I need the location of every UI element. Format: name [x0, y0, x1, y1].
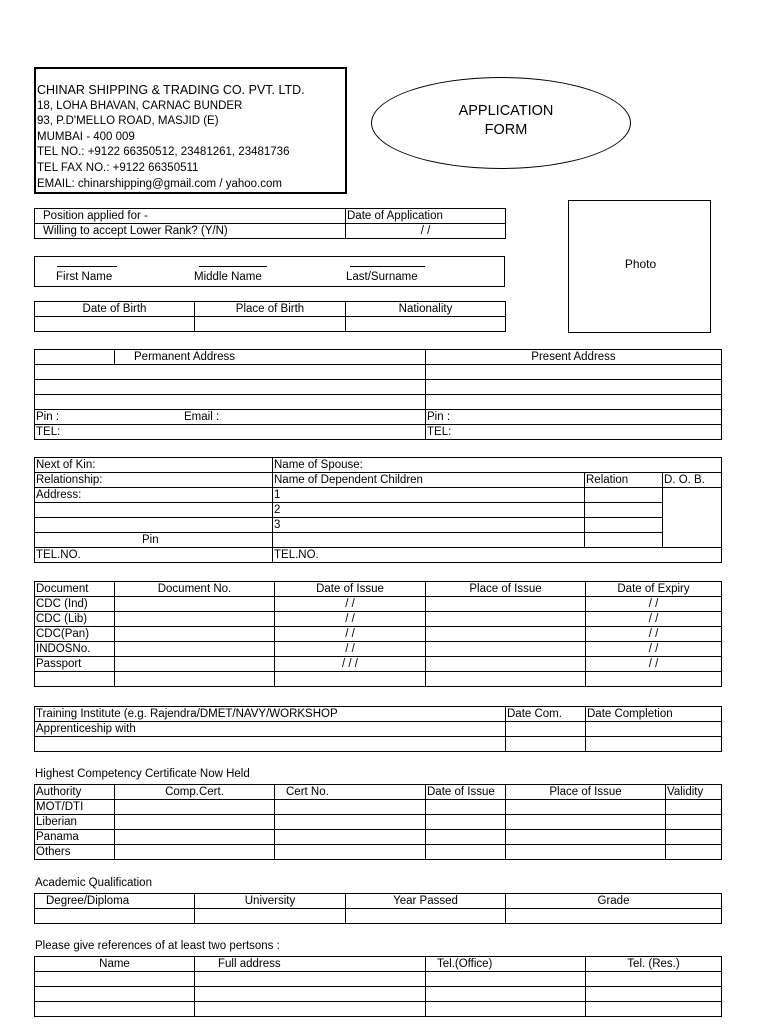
place-of-issue-header: Place of Issue [426, 582, 586, 597]
university-field[interactable] [195, 909, 346, 924]
date-of-expiry-field[interactable]: / / [586, 657, 722, 672]
university-header: University [195, 894, 346, 909]
photo-box[interactable] [568, 200, 711, 333]
authority-row-label: Liberian [35, 815, 115, 830]
birth-table [34, 301, 506, 332]
date-of-expiry-field[interactable] [586, 672, 722, 687]
date-of-issue-field[interactable] [426, 800, 506, 815]
place-of-issue-field[interactable] [426, 672, 586, 687]
permanent-address-label [115, 350, 426, 365]
permanent-address-line[interactable] [35, 365, 426, 380]
child-2-relation[interactable] [585, 503, 663, 518]
first-name-label: First Name [56, 271, 113, 283]
place-of-issue-field[interactable] [506, 800, 666, 815]
company-email: EMAIL: chinarshipping@gmail.com / yahoo.com [37, 177, 282, 190]
company-address-1: 18, LOHA BHAVAN, CARNAC BUNDER [37, 99, 243, 112]
apprenticeship-field[interactable]: Apprenticeship with [35, 722, 506, 737]
grade-header: Grade [506, 894, 722, 909]
child-2-field[interactable]: 2 [273, 503, 585, 518]
kin-pin-field[interactable] [35, 533, 273, 548]
validity-field[interactable] [666, 815, 722, 830]
comp-cert-field[interactable] [115, 800, 275, 815]
permanent-address-text: Permanent Address [134, 351, 236, 363]
child-1-relation[interactable] [585, 488, 663, 503]
document-row-label: INDOSNo. [35, 642, 115, 657]
spouse-field[interactable]: Name of Spouse: [273, 458, 722, 473]
date-of-birth-label: Date of Birth [35, 302, 195, 317]
kin-address-field[interactable]: Address: [35, 488, 273, 503]
position-table [34, 208, 506, 239]
cert-no-field[interactable] [275, 830, 426, 845]
cert-no-field[interactable] [275, 845, 426, 860]
form-title [371, 102, 641, 140]
ref-name-field[interactable] [35, 1002, 195, 1017]
kin-pin-label: Pin [142, 534, 159, 546]
authority-row-label: Panama [35, 830, 115, 845]
lower-rank-field[interactable] [35, 224, 346, 239]
competency-table [34, 784, 722, 860]
date-of-expiry-field[interactable]: / / [586, 612, 722, 627]
validity-field[interactable] [666, 845, 722, 860]
cert-no-field[interactable] [275, 815, 426, 830]
last-name-label: Last/Surname [346, 271, 418, 283]
validity-field[interactable] [666, 830, 722, 845]
address-blank [35, 350, 115, 365]
ref-tel-res-field[interactable] [586, 1002, 722, 1017]
place-of-issue-field[interactable] [426, 657, 586, 672]
document-no-field[interactable] [115, 612, 275, 627]
ref-tel-office-text: Tel.(Office) [437, 958, 493, 970]
degree-header [35, 894, 195, 909]
middle-name-label: Middle Name [194, 271, 262, 283]
cert-no-field[interactable] [275, 800, 426, 815]
training-field[interactable] [35, 737, 506, 752]
comp-cert-field[interactable] [115, 815, 275, 830]
middle-name-line [199, 266, 267, 267]
position-applied-label: Position applied for - [43, 210, 148, 222]
first-name-line [57, 266, 117, 267]
kin-telno-field[interactable]: TEL.NO. [35, 548, 273, 563]
lower-rank-label: Willing to accept Lower Rank? (Y/N) [43, 225, 228, 237]
child-1-dob[interactable] [663, 488, 722, 503]
comp-cert-field[interactable] [115, 830, 275, 845]
document-row-label: CDC (Lib) [35, 612, 115, 627]
document-no-field[interactable] [115, 597, 275, 612]
academic-table [34, 893, 722, 924]
date-of-issue-field[interactable]: / / [275, 642, 426, 657]
ref-tel-office-field[interactable] [426, 972, 586, 987]
document-no-field[interactable] [115, 657, 275, 672]
date-of-application-label: Date of Application [346, 209, 506, 224]
comp-cert-field[interactable] [115, 845, 275, 860]
document-no-field[interactable] [115, 642, 275, 657]
children-header: Name of Dependent Children [273, 473, 585, 488]
place-of-birth-field[interactable] [195, 317, 346, 332]
academic-heading: Academic Qualification [35, 877, 152, 889]
child-3-relation[interactable] [585, 518, 663, 533]
company-fax: TEL FAX NO.: +9122 66350511 [37, 161, 199, 174]
permanent-address-line[interactable] [35, 395, 426, 410]
cert-no-header [275, 785, 426, 800]
ref-tel-office-field[interactable] [426, 987, 586, 1002]
present-address-line[interactable] [426, 365, 722, 380]
dob-header: D. O. B. [663, 473, 722, 488]
present-address-line[interactable] [426, 395, 722, 410]
address-table [34, 349, 722, 440]
references-table [34, 956, 722, 1017]
date-of-issue-field[interactable]: / / [275, 597, 426, 612]
comp-cert-header: Comp.Cert. [115, 785, 275, 800]
ref-tel-res-field[interactable] [586, 972, 722, 987]
permanent-address-line[interactable] [35, 380, 426, 395]
child-4-dob[interactable] [663, 533, 722, 548]
place-of-issue-field[interactable] [426, 612, 586, 627]
date-of-issue-field[interactable] [426, 845, 506, 860]
date-of-issue-field[interactable] [426, 830, 506, 845]
document-no-field[interactable] [115, 672, 275, 687]
place-of-issue-field[interactable] [506, 845, 666, 860]
photo-label: Photo [624, 257, 657, 271]
place-of-issue-field[interactable] [506, 815, 666, 830]
date-of-issue-field[interactable] [275, 672, 426, 687]
document-row-label: Passport [35, 657, 115, 672]
kin-address-line[interactable] [35, 518, 273, 533]
place-of-issue-field[interactable] [426, 642, 586, 657]
ref-address-field[interactable] [195, 987, 426, 1002]
document-no-header: Document No. [115, 582, 275, 597]
cert-no-text: Cert No. [286, 786, 329, 798]
date-completion-field[interactable] [586, 722, 722, 737]
ref-name-header: Name [35, 957, 195, 972]
date-com-header: Date Com. [506, 707, 586, 722]
child-3-dob[interactable] [663, 518, 722, 533]
form-title-line2: FORM [484, 122, 528, 138]
place-of-issue-field[interactable] [506, 830, 666, 845]
present-tel-field[interactable]: TEL: [426, 425, 722, 440]
kin-address-line[interactable] [35, 503, 273, 518]
nationality-label: Nationality [346, 302, 506, 317]
document-no-field[interactable] [115, 627, 275, 642]
document-row-label: CDC(Pan) [35, 627, 115, 642]
ref-name-field[interactable] [35, 972, 195, 987]
degree-field[interactable] [35, 909, 195, 924]
date-of-expiry-field[interactable]: / / [586, 597, 722, 612]
date-of-expiry-field[interactable]: / / [586, 627, 722, 642]
relationship-field[interactable]: Relationship: [35, 473, 273, 488]
validity-header: Validity [666, 785, 722, 800]
ref-address-field[interactable] [195, 972, 426, 987]
form-title-line1: APPLICATION [458, 103, 554, 119]
present-address-label: Present Address [426, 350, 722, 365]
date-of-expiry-header: Date of Expiry [586, 582, 722, 597]
date-com-field[interactable] [506, 722, 586, 737]
date-of-birth-field[interactable] [35, 317, 195, 332]
next-of-kin-field[interactable]: Next of Kin: [35, 458, 273, 473]
date-of-application-field[interactable]: / / [346, 224, 506, 239]
training-institute-header: Training Institute (e.g. Rajendra/DMET/NAVY/WORKSHOP [35, 707, 506, 722]
date-of-issue-header: Date of Issue [275, 582, 426, 597]
grade-field[interactable] [506, 909, 722, 924]
date-of-expiry-field[interactable]: / / [586, 642, 722, 657]
permanent-tel-field[interactable]: TEL: [35, 425, 426, 440]
ref-tel-res-field[interactable] [586, 987, 722, 1002]
company-tel: TEL NO.: +9122 66350512, 23481261, 23481736 [37, 146, 290, 159]
company-address-3: MUMBAI - 400 009 [37, 130, 135, 143]
year-passed-header: Year Passed [346, 894, 506, 909]
document-header: Document [35, 582, 115, 597]
child-4-field[interactable] [273, 533, 585, 548]
document-row-label[interactable] [35, 672, 115, 687]
date-of-issue-field[interactable]: / / [275, 612, 426, 627]
training-table [34, 706, 722, 752]
nationality-field[interactable] [346, 317, 506, 332]
ref-address-field[interactable] [195, 1002, 426, 1017]
date-completion-header: Date Completion [586, 707, 722, 722]
child-3-field[interactable]: 3 [273, 518, 585, 533]
child-4-relation[interactable] [585, 533, 663, 548]
validity-field[interactable] [666, 800, 722, 815]
document-row-label: CDC (Ind) [35, 597, 115, 612]
references-heading: Please give references of at least two pertsons : [35, 940, 280, 952]
date-of-issue-field[interactable]: / / [275, 627, 426, 642]
degree-text: Degree/Diploma [46, 895, 130, 907]
company-address-2: 93, P.D'MELLO ROAD, MASJID (E) [37, 115, 219, 128]
ref-address-header [195, 957, 426, 972]
place-of-issue-header: Place of Issue [506, 785, 666, 800]
date-completion-field[interactable] [586, 737, 722, 752]
date-of-issue-field[interactable] [426, 815, 506, 830]
date-of-issue-header: Date of Issue [426, 785, 506, 800]
company-name: CHINAR SHIPPING & TRADING CO. PVT. LTD. [37, 83, 305, 97]
place-of-issue-field[interactable] [426, 597, 586, 612]
date-com-field[interactable] [506, 737, 586, 752]
child-1-field[interactable]: 1 [273, 488, 585, 503]
authority-header: Authority [35, 785, 115, 800]
family-table [34, 457, 722, 563]
place-of-issue-field[interactable] [426, 627, 586, 642]
present-address-line[interactable] [426, 380, 722, 395]
authority-row-label: Others [35, 845, 115, 860]
ref-name-field[interactable] [35, 987, 195, 1002]
ref-tel-res-header: Tel. (Res.) [586, 957, 722, 972]
ref-tel-office-header [426, 957, 586, 972]
position-applied-field[interactable] [35, 209, 346, 224]
permanent-pin-label: Pin : [36, 411, 60, 423]
email-label: Email : [184, 411, 220, 423]
child-2-dob[interactable] [663, 503, 722, 518]
date-of-issue-field[interactable]: / / / [275, 657, 426, 672]
ref-address-text: Full address [218, 958, 281, 970]
spouse-telno-field[interactable]: TEL.NO. [273, 548, 722, 563]
year-passed-field[interactable] [346, 909, 506, 924]
competency-heading: Highest Competency Certificate Now Held [35, 768, 250, 780]
permanent-pin-email-field[interactable] [35, 410, 426, 425]
authority-row-label: MOT/DTI [35, 800, 115, 815]
company-header [34, 67, 347, 194]
present-pin-field[interactable]: Pin : [426, 410, 722, 425]
place-of-birth-label: Place of Birth [195, 302, 346, 317]
last-name-line [350, 266, 425, 267]
relation-header: Relation [585, 473, 663, 488]
ref-tel-office-field[interactable] [426, 1002, 586, 1017]
documents-table [34, 581, 722, 687]
